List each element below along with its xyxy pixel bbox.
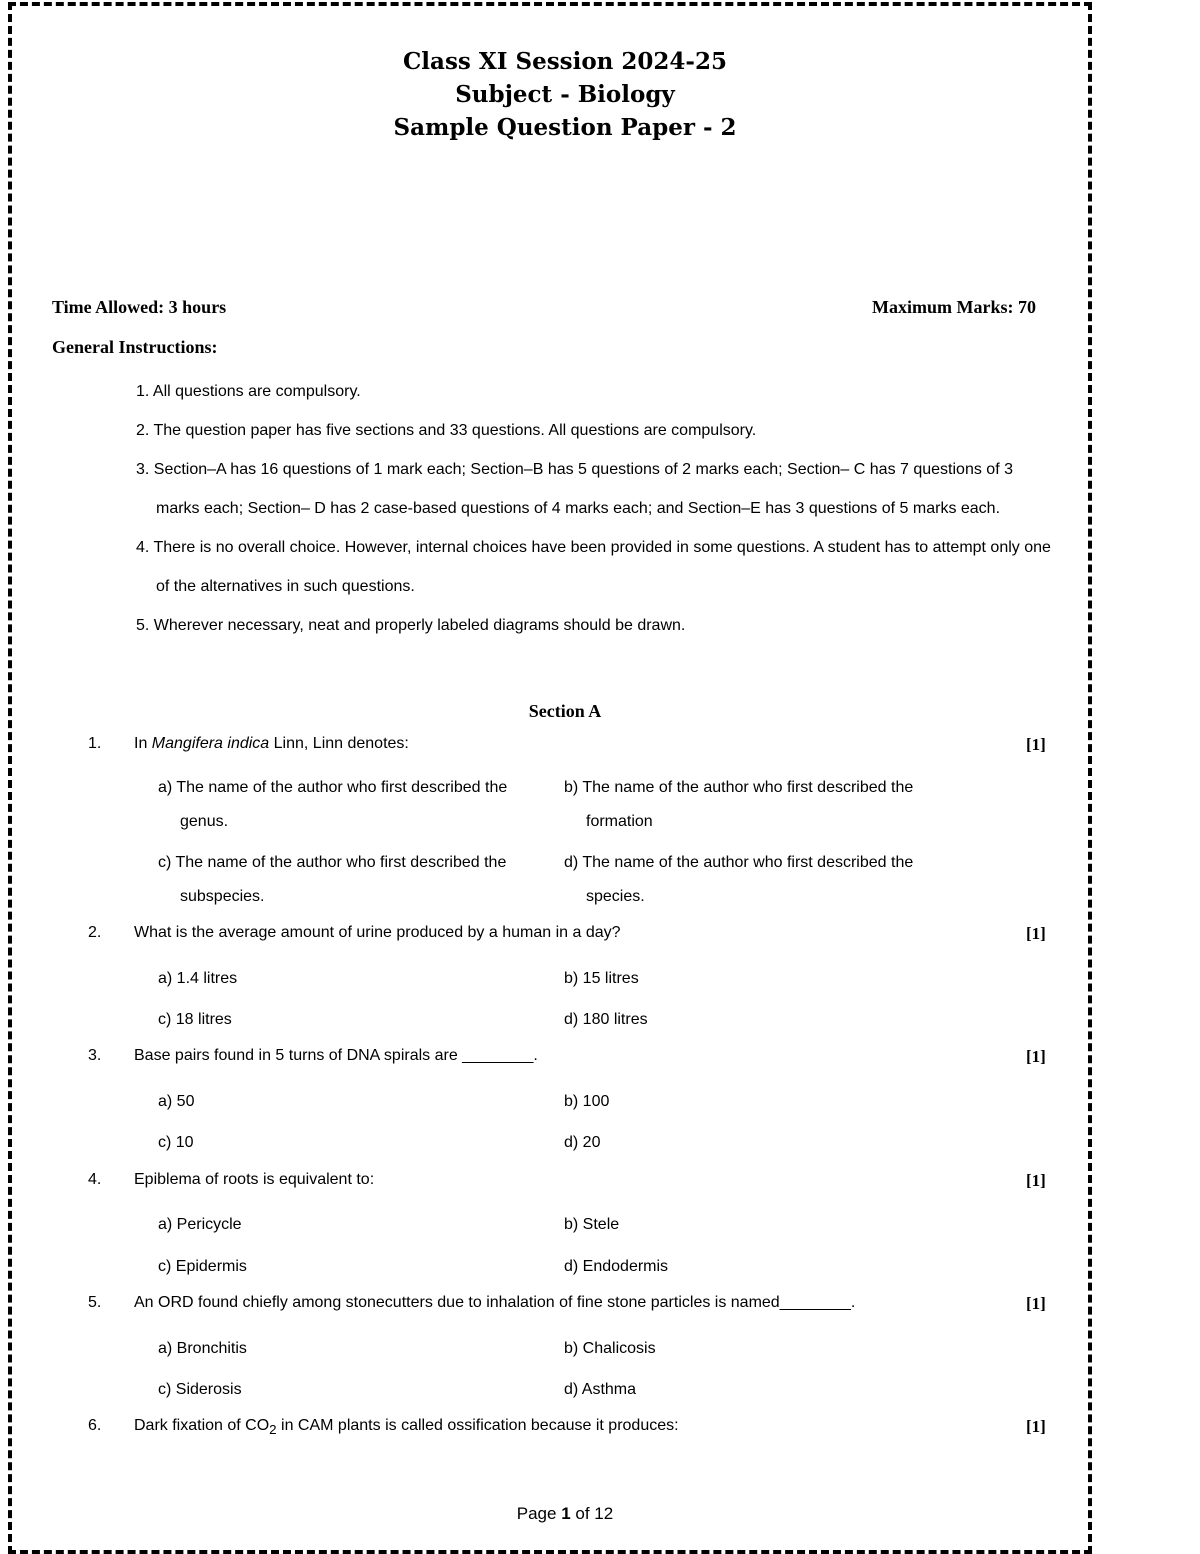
instruction-item: 4. There is no overall choice. However, internal choices have been provided in some questions. A student has to attempt only one of the alternatives in such questions.	[136, 539, 1051, 595]
question-number: 4.	[88, 1171, 102, 1188]
option-a: a) 50	[158, 1093, 195, 1110]
question-number: 5.	[88, 1294, 102, 1311]
option-b: b) 15 litres	[564, 970, 639, 987]
header-line-2: Subject - Biology	[455, 81, 675, 108]
general-instructions-heading: General Instructions:	[52, 337, 218, 357]
page-total: 12	[594, 1504, 614, 1523]
question-mark: [1]	[1026, 1171, 1046, 1190]
question-number: 3.	[88, 1047, 102, 1064]
time-allowed: Time Allowed: 3 hours	[52, 297, 227, 317]
option-b: b) The name of the author who first described the formation	[564, 779, 914, 830]
instruction-item: 3. Section–A has 16 questions of 1 mark each; Section–B has 5 questions of 2 marks each; Section– C has 7 questions of 3 marks each; Section– D has 2 case-based questions of 4 marks each; and Section–E has 3 questions of 5 marks each.	[136, 461, 1013, 517]
option-d: d) Endodermis	[564, 1258, 669, 1275]
instruction-item: 5. Wherever necessary, neat and properly labeled diagrams should be drawn.	[136, 617, 686, 634]
instruction-item: 2. The question paper has five sections and 33 questions. All questions are compulsory.	[136, 422, 757, 439]
option-b: b) Chalicosis	[564, 1340, 656, 1357]
question-mark: [1]	[1026, 1294, 1046, 1313]
question-mark: [1]	[1026, 924, 1046, 943]
question-text: Base pairs found in 5 turns of DNA spirals are ________.	[134, 1047, 538, 1064]
page-number: 1	[561, 1504, 571, 1523]
option-a: a) Pericycle	[158, 1216, 242, 1233]
option-a: a) Bronchitis	[158, 1340, 247, 1357]
instruction-item: 1. All questions are compulsory.	[136, 383, 361, 400]
instructions-list	[136, 372, 1056, 645]
option-b: b) 100	[564, 1093, 610, 1110]
option-c: c) 18 litres	[158, 1011, 232, 1028]
option-c: c) Siderosis	[158, 1381, 242, 1398]
header-line-3: Sample Question Paper - 2	[393, 114, 737, 141]
question-text: In Mangifera indica Linn, Linn denotes:	[134, 735, 409, 752]
option-d: d) 20	[564, 1134, 601, 1151]
option-c: c) The name of the author who first described the subspecies.	[158, 854, 507, 905]
question-number: 1.	[88, 735, 102, 752]
section-title: Section A	[528, 701, 602, 721]
question-text: Dark fixation of $CO_2$ in CAM plants is called ossification because it produces:	[134, 1417, 679, 1438]
header-line-1: Class XI Session 2024-25	[403, 48, 727, 75]
question-number: 6.	[88, 1417, 102, 1434]
option-b: b) Stele	[564, 1216, 620, 1233]
option-a: a) 1.4 litres	[158, 970, 238, 987]
question-text: Epiblema of roots is equivalent to:	[134, 1171, 375, 1188]
option-d: d) Asthma	[564, 1381, 637, 1398]
option-c: c) 10	[158, 1134, 194, 1151]
option-c: c) Epidermis	[158, 1258, 247, 1275]
question-number: 2.	[88, 924, 102, 941]
question-mark: [1]	[1026, 1047, 1046, 1066]
option-d: d) The name of the author who first described the species.	[564, 854, 914, 905]
question-mark: [1]	[1026, 1417, 1046, 1436]
option-d: d) 180 litres	[564, 1011, 648, 1028]
option-a: a) The name of the author who first described the genus.	[158, 779, 508, 830]
maximum-marks: Maximum Marks: 70	[872, 297, 1036, 317]
question-text: An ORD found chiefly among stonecutters due to inhalation of fine stone particles is named________.	[134, 1294, 856, 1311]
page-footer: Page 1 of 12	[516, 1504, 614, 1523]
question-text: What is the average amount of urine produced by a human in a day?	[134, 924, 621, 941]
question-mark: [1]	[1026, 735, 1046, 754]
